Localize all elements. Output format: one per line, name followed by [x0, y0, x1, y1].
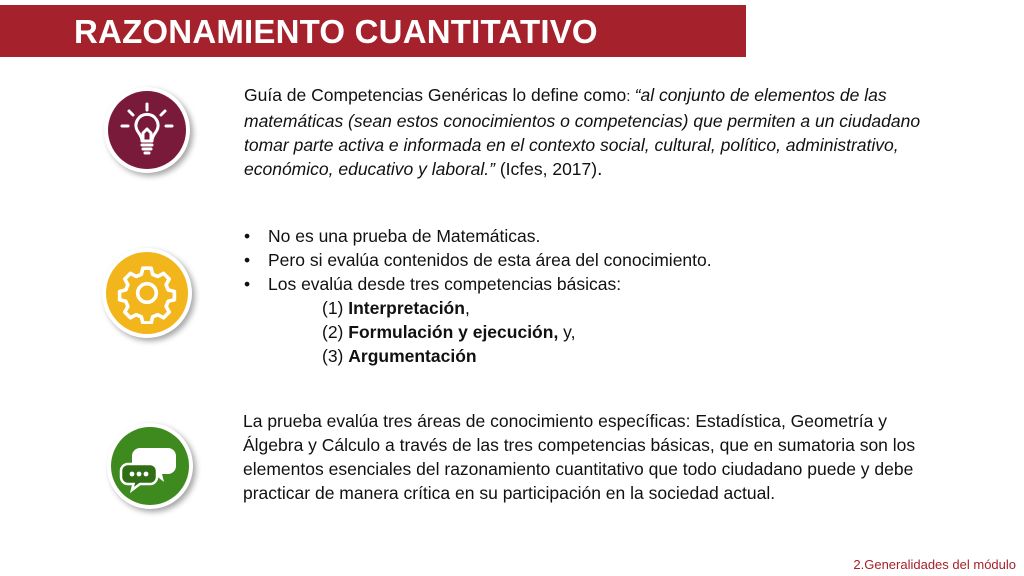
bullet-item — [244, 248, 944, 272]
competency-number: (3) — [322, 346, 349, 366]
bullet-dot: • — [244, 226, 251, 246]
gear-icon — [116, 262, 178, 324]
chat-bubbles-icon — [118, 434, 182, 498]
competency-item — [244, 320, 944, 344]
bullet-text: Los evalúa desde tres competencias básicas: — [268, 274, 622, 294]
competency-item — [244, 344, 944, 368]
definition-paragraph — [244, 83, 934, 182]
competency-name: Argumentación — [348, 346, 477, 366]
definition-quote: “al conjunto de elementos de las matemáticas (sean estos conocimientos o competencias) que permiten a un ciudadano tomar parte activa e informada en el contexto social, cultural, político, administrativo, económico, educativo y laboral.” — [244, 85, 921, 179]
definition-period: . — [597, 159, 603, 180]
footer-module-label: 2.Generalidades del módulo — [853, 557, 1016, 572]
competency-item — [244, 296, 944, 320]
chat-badge — [107, 423, 193, 509]
bullet-text: Pero si evalúa contenidos de esta área del conocimiento. — [268, 250, 712, 270]
bullet-item — [244, 224, 944, 248]
title-bar — [0, 5, 746, 57]
competency-suffix: , — [464, 298, 470, 318]
definition-citation: (Icfes, 2017) — [494, 159, 598, 179]
definition-lead: Guía de Competencias Genéricas lo define como — [244, 85, 627, 105]
page-title: RAZONAMIENTO CUANTITATIVO — [74, 13, 598, 50]
definition-colon: : — [626, 88, 635, 105]
bullet-dot: • — [244, 250, 251, 270]
areas-paragraph: La prueba evalúa tres áreas de conocimiento específicas: Estadística, Geometría y Álgebra y Cálculo a través de las tres competencias básicas, que en sumatoria son los elementos esenciales del razonamiento cuantitativo que todo ciudadano puede y debe practicar de manera crítica en su participación en la sociedad actual. — [243, 411, 916, 503]
chat-bubbles-icon-bg — [111, 427, 189, 505]
lightbulb-icon — [117, 100, 177, 160]
gear-icon-bg — [106, 252, 188, 334]
competency-name: Interpretación — [348, 298, 465, 318]
bullet-section — [244, 224, 944, 368]
competency-number: (2) — [322, 322, 349, 342]
competency-name: Formulación y ejecución, — [348, 322, 559, 342]
bullet-list — [244, 224, 944, 296]
lightbulb-badge — [104, 87, 190, 173]
gear-badge — [102, 248, 192, 338]
bullet-text: No es una prueba de Matemáticas. — [268, 226, 541, 246]
competency-suffix: y, — [558, 322, 576, 342]
bullet-item — [244, 272, 944, 296]
bullet-dot: • — [244, 274, 251, 294]
lightbulb-icon-bg — [108, 91, 186, 169]
competency-number: (1) — [322, 298, 349, 318]
